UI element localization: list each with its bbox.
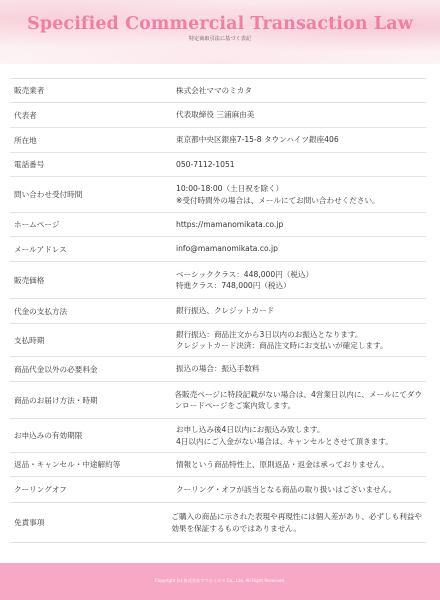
row-label: 代金の支払方法 bbox=[14, 306, 68, 316]
row-value bbox=[176, 305, 426, 317]
row-label: 返品・キャンセル・中途解約等 bbox=[14, 460, 121, 469]
info-table bbox=[10, 78, 426, 543]
table-row bbox=[10, 299, 426, 324]
row-value bbox=[176, 219, 426, 231]
row-value-line: 効果を保証するものではありません。 bbox=[171, 523, 301, 533]
page-title: Specified Commercial Transaction Law bbox=[27, 14, 413, 34]
table-row bbox=[10, 453, 426, 477]
row-value-line: ベーシッククラス：448,000円（税込） bbox=[176, 269, 314, 279]
row-value bbox=[176, 484, 426, 496]
row-value-line: ※受付時間外の場合は、メールにてお問い合わせください。 bbox=[176, 195, 380, 205]
row-value-line: クーリング・オフが該当となる商品の取り扱いはございません。 bbox=[176, 484, 397, 494]
row-value-line: 株式会社ママのミカタ bbox=[176, 85, 252, 95]
row-label: 所在地 bbox=[14, 135, 37, 145]
row-label: クーリングオフ bbox=[14, 485, 67, 494]
row-value-line: 代表取締役 三浦麻由美 bbox=[176, 110, 255, 120]
row-value-line: お申し込み後4日以内にお振込み致します。 bbox=[176, 425, 325, 434]
table-row bbox=[10, 503, 426, 543]
row-value bbox=[176, 134, 426, 146]
row-value-line: 特進クラス：748,000円（税込） bbox=[176, 281, 291, 290]
row-label: お申込みの有効期限 bbox=[14, 431, 83, 440]
header-banner bbox=[0, 0, 440, 64]
row-value-line: 10:00-18:00（土日祝を除く） bbox=[176, 184, 284, 193]
row-value bbox=[176, 363, 426, 375]
table-row bbox=[10, 213, 426, 237]
table-row bbox=[10, 419, 426, 453]
row-label: 代表者 bbox=[14, 110, 37, 120]
row-label: 免責事項 bbox=[14, 518, 45, 527]
row-value bbox=[176, 85, 426, 97]
table-row bbox=[10, 128, 426, 153]
row-label: 商品代金以外の必要料金 bbox=[14, 364, 98, 374]
row-value-line: ご購入の商品に示された表現や再現性には個人差があり、必ずしも利益や bbox=[171, 512, 422, 521]
row-label: 支払時期 bbox=[14, 335, 45, 345]
row-label: ホームページ bbox=[14, 220, 60, 229]
table-row bbox=[10, 177, 426, 213]
row-value bbox=[176, 424, 426, 447]
row-label: 販売業者 bbox=[14, 86, 45, 95]
row-label: メールアドレス bbox=[14, 244, 67, 254]
row-value-line: 情報という商品特性上、原則返品・返金は承っておりません。 bbox=[176, 459, 390, 469]
row-value bbox=[176, 243, 426, 255]
row-value-line: 各販売ページに特段記載がない場合は、4営業日以内に、メールにてダウ bbox=[174, 389, 422, 399]
row-label: 電話番号 bbox=[14, 160, 45, 169]
row-value-line: 銀行振込、クレジットカード bbox=[176, 306, 275, 316]
row-value-line: クレジットカード決済：商品注文時にお支払いが確定します。 bbox=[176, 341, 388, 350]
row-value-line: 東京都中央区銀座7-15-8 タウンハイツ銀座406 bbox=[176, 135, 339, 145]
row-label: 販売価格 bbox=[14, 275, 45, 285]
table-row bbox=[10, 477, 426, 503]
row-label: 商品のお届け方法・時期 bbox=[14, 395, 98, 405]
row-value-line: info@mamanomikata.co.jp bbox=[176, 244, 278, 254]
table-row bbox=[10, 262, 426, 299]
table-row bbox=[10, 79, 426, 103]
row-value bbox=[176, 329, 426, 352]
table-row bbox=[10, 103, 426, 128]
row-value-line: 4日以内にご入金がない場合は、キャンセルとさせて頂きます。 bbox=[176, 436, 393, 446]
row-value bbox=[176, 459, 426, 471]
row-value bbox=[176, 159, 426, 171]
row-value-line: ンロードページをご案内致します。 bbox=[174, 401, 296, 410]
table-row bbox=[10, 153, 426, 177]
row-value bbox=[171, 511, 426, 534]
table-row bbox=[10, 357, 426, 382]
table-row bbox=[10, 324, 426, 357]
table-row bbox=[10, 382, 426, 419]
page-subtitle: 特定商取引法に基づく表記 bbox=[188, 36, 252, 42]
row-value-line: 050-7112-1051 bbox=[176, 159, 235, 169]
copyright-text: Copyright (c) 株式会社ママのミカタ Co., Ltd. All Right Reserved. bbox=[154, 578, 286, 583]
row-value-line: 銀行振込：商品注文から3日以内のお振込となります。 bbox=[176, 329, 363, 339]
row-label: 問い合わせ受付時間 bbox=[14, 190, 83, 199]
row-value-line: https://mamanomikata.co.jp bbox=[176, 219, 284, 229]
footer bbox=[0, 563, 440, 600]
row-value bbox=[176, 269, 426, 292]
row-value bbox=[176, 183, 426, 206]
row-value bbox=[174, 389, 426, 412]
row-value-line: 振込の場合：振込手数料 bbox=[176, 364, 260, 374]
table-row bbox=[10, 237, 426, 262]
row-value bbox=[176, 109, 426, 121]
